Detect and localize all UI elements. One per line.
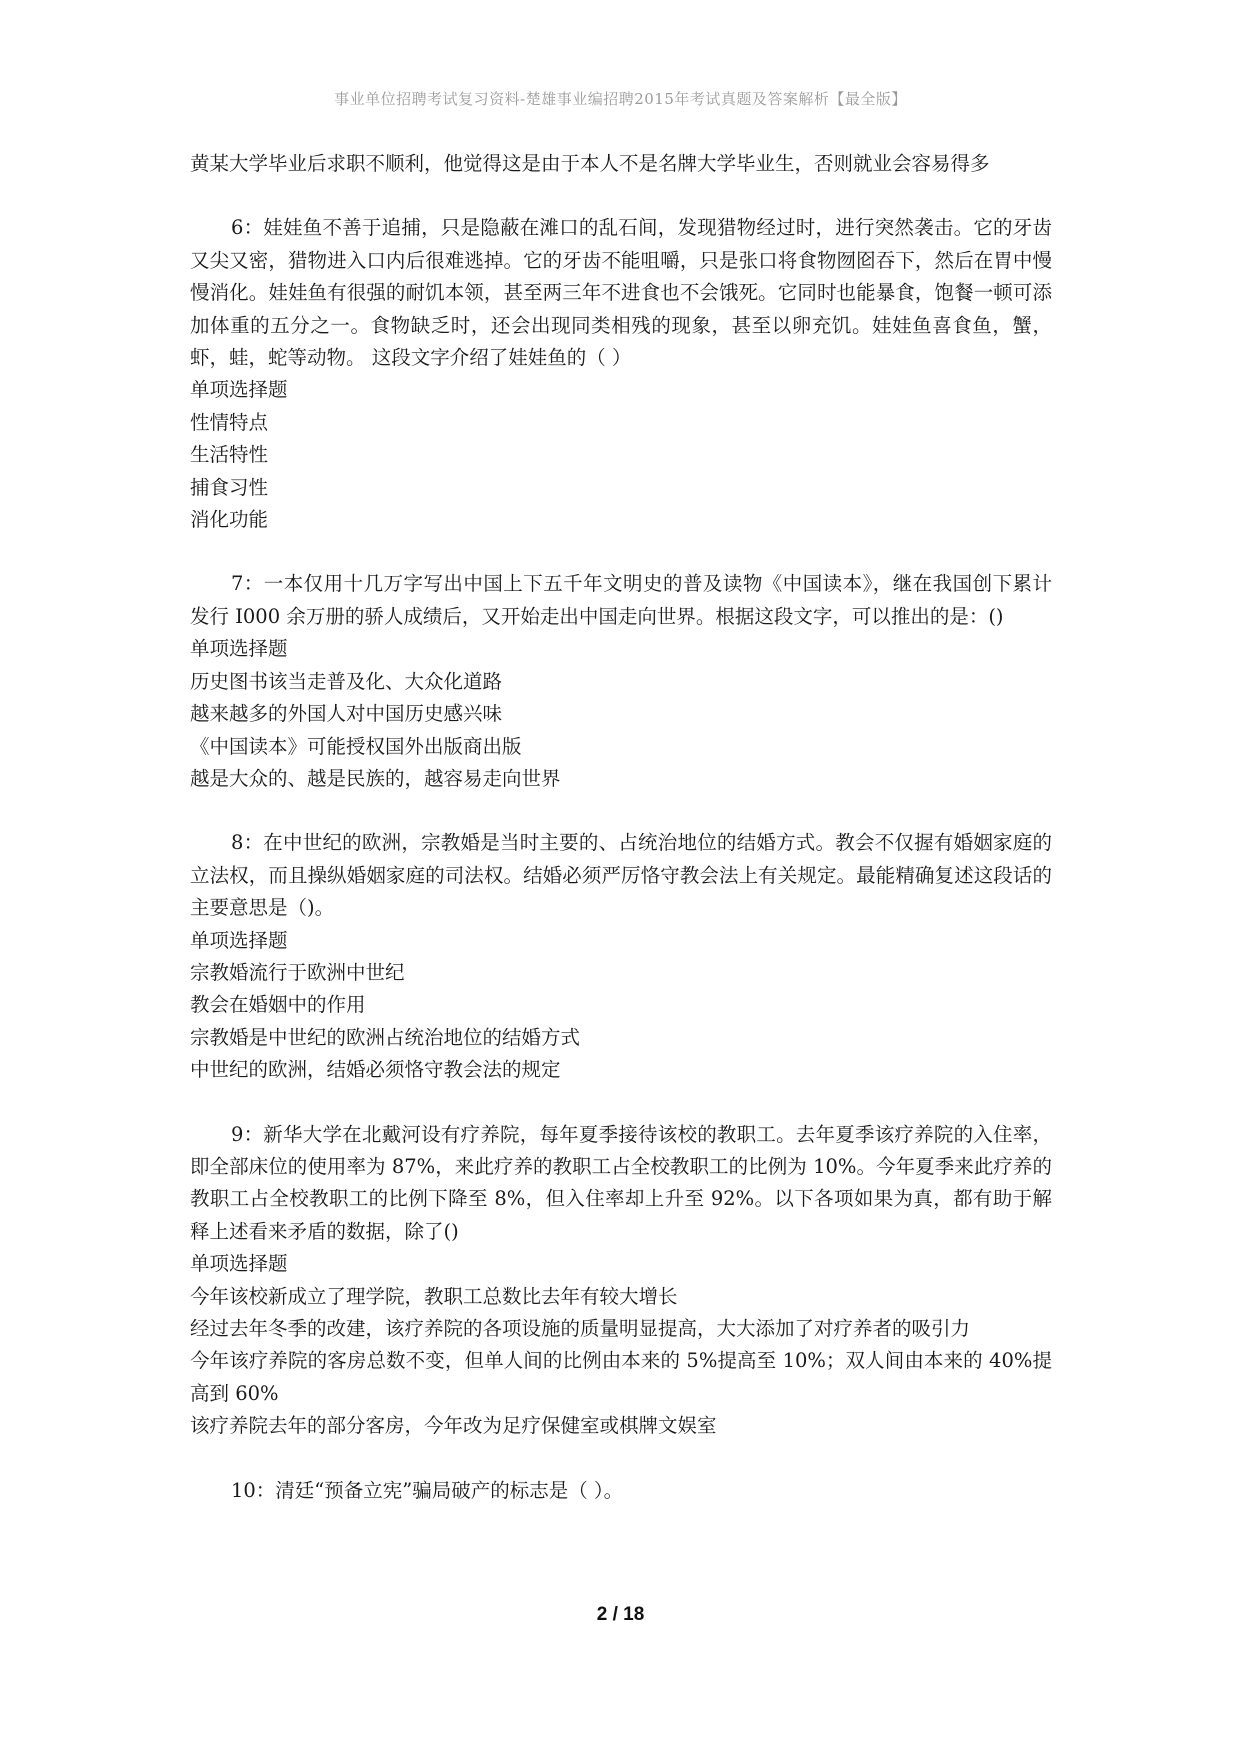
question-stem: 9：新华大学在北戴河设有疗养院，每年夏季接待该校的教职工。去年夏季该疗养院的入住率，即全部床位的使用率为 87%，来此疗养的教职工占全校教职工的比例为 10%。今年夏季来此疗养的教职工占全校教职工的比例下降至 8%，但入住率却上升至 92%。以下各项如果为真，都有助于解释上述看来矛盾的数据，除了() xyxy=(190,1122,1052,1243)
option: 今年该疗养院的客房总数不变，但单人间的比例由本来的 5%提高至 10%；双人间由本来的 40%提高到 60% xyxy=(190,1349,1052,1405)
running-header: 事业单位招聘考试复习资料-楚雄事业编招聘2015年考试真题及答案解析【最全版】 xyxy=(334,90,907,108)
option: 《中国读本》可能授权国外出版商出版 xyxy=(190,734,522,758)
continuation-text: 黄某大学毕业后求职不顺利，他觉得这是由于本人不是名牌大学毕业生，否则就业会容易得多 xyxy=(190,152,990,175)
question-7 xyxy=(190,568,1052,795)
question-type: 单项选择题 xyxy=(190,928,288,952)
option: 宗教婚是中世纪的欧洲占统治地位的结婚方式 xyxy=(190,1025,581,1049)
option: 教会在婚姻中的作用 xyxy=(190,993,366,1017)
question-type: 单项选择题 xyxy=(190,637,288,661)
option: 该疗养院去年的部分客房，今年改为足疗保健室或棋牌文娱室 xyxy=(190,1414,717,1438)
question-type: 单项选择题 xyxy=(190,1252,288,1276)
question-9 xyxy=(190,1119,1052,1443)
page-content xyxy=(190,148,1052,1539)
question-6 xyxy=(190,212,1052,536)
option: 消化功能 xyxy=(190,508,269,532)
option: 越是大众的、越是民族的，越容易走向世界 xyxy=(190,766,561,790)
question-8 xyxy=(190,827,1052,1086)
question-type: 单项选择题 xyxy=(190,378,288,402)
option: 宗教婚流行于欧洲中世纪 xyxy=(190,960,405,984)
option: 经过去年冬季的改建，该疗养院的各项设施的质量明显提高，大大添加了对疗养者的吸引力 xyxy=(190,1317,971,1340)
option: 性情特点 xyxy=(190,410,269,434)
option: 今年该校新成立了理学院，教职工总数比去年有较大增长 xyxy=(190,1284,678,1308)
question-stem: 8：在中世纪的欧洲，宗教婚是当时主要的、占统治地位的结婚方式。教会不仅握有婚姻家庭的立法权，而且操纵婚姻家庭的司法权。结婚必须严厉恪守教会法上有关规定。最能精确复述这段话的主要意思是（)。 xyxy=(190,831,1052,920)
option: 捕食习性 xyxy=(190,475,269,499)
continuation-block xyxy=(190,148,1052,180)
question-10 xyxy=(190,1475,1052,1507)
question-stem: 6：娃娃鱼不善于追捕，只是隐蔽在滩口的乱石间，发现猎物经过时，进行突然袭击。它的牙齿又尖又密，猎物进入口内后很难逃掉。它的牙齿不能咀嚼，只是张口将食物囫囵吞下，然后在胃中慢慢消化。娃娃鱼有很强的耐饥本领，甚至两三年不进食也不会饿死。它同时也能暴食，饱餐一顿可添加体重的五分之一。食物缺乏时，还会出现同类相残的现象，甚至以卵充饥。娃娃鱼喜食鱼，蟹，虾，蛙，蛇等动物。 这段文字介绍了娃娃鱼的（ ） xyxy=(190,216,1052,370)
option: 越来越多的外国人对中国历史感兴味 xyxy=(190,702,503,726)
question-stem: 7：一本仅用十几万字写出中国上下五千年文明史的普及读物《中国读本》，继在我国创下累计发行 I000 余万册的骄人成绩后，又开始走出中国走向世界。根据这段文字，可以推出的是：() xyxy=(190,572,1052,628)
option: 历史图书该当走普及化、大众化道路 xyxy=(190,669,503,693)
question-stem: 10：清廷“预备立宪”骗局破产的标志是（ ）。 xyxy=(230,1478,624,1502)
option: 中世纪的欧洲，结婚必须恪守教会法的规定 xyxy=(190,1058,561,1082)
option: 生活特性 xyxy=(190,443,269,467)
page-number: 2 / 18 xyxy=(596,1604,645,1625)
